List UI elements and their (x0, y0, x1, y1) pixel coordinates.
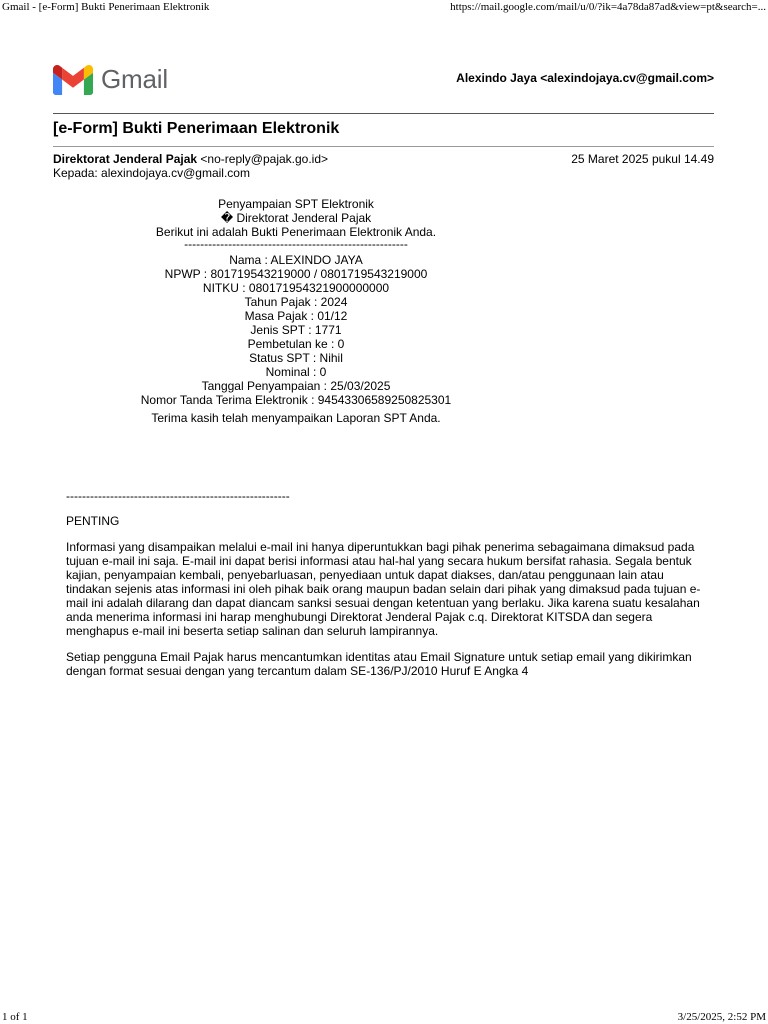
signature-notice: Setiap pengguna Email Pajak harus mencantumkan identitas atau Email Signature untuk setiap email yang dikirimkan dengan format sesuai dengan yang tercantum dalam SE-136/PJ/2010 Huruf E Angka 4 (66, 650, 692, 678)
receipt-field: Jenis SPT : 1771 (250, 323, 342, 337)
receipt-separator: -------------------------------------------------------- (184, 237, 408, 251)
receipt-title: Penyampaian SPT Elektronik (218, 197, 374, 211)
receipt-field: Tanggal Penyampaian : 25/03/2025 (201, 379, 391, 393)
account-label: Alexindo Jaya <alexindojaya.cv@gmail.com> (456, 71, 714, 85)
receipt-field: NITKU : 080171954321900000000 (202, 281, 390, 295)
receipt-field: Nomor Tanda Terima Elektronik : 94543306589250825301 (140, 393, 452, 407)
gmail-logo (53, 64, 168, 95)
print-title: Gmail - [e-Form] Bukti Penerimaan Elektronik (2, 1, 210, 13)
email-subject: [e-Form] Bukti Penerimaan Elektronik (53, 120, 340, 137)
notice-paragraph: Informasi yang disampaikan melalui e-mail ini hanya diperuntukkan bagi pihak penerima sebagaimana dimaksud pada tujuan e-mail ini saja. E-mail ini dapat berisi informasi atau hal-hal yang secara hukum bersifat rahasia. Segala bentuk kajian, penyampaian kembali, penyebarluasan, penyediaan untuk dapat diakses, dan/atau penggunaan lain atau tindakan sejenis atas informasi ini oleh pihak baik orang maupun badan selain dari pihak yang dimaksud pada tujuan e-mail ini adalah dilarang dan dapat diancam sanksi sesuai dengan ketentuan yang berlaku. Jika karena suatu kesalahan anda menerima informasi ini harap menghubungi Direktorat Jenderal Pajak c.q. Direktorat KITSDA dan segera menghapus e-mail ini beserta setiap salinan dan seluruh lampirannya. (66, 540, 701, 638)
sender (53, 152, 328, 166)
receipt-org: � Direktorat Jenderal Pajak (220, 211, 372, 225)
receipt-field: Tahun Pajak : 2024 (244, 295, 348, 309)
print-footer (0, 1011, 768, 1023)
receipt-field: Status SPT : Nihil (249, 351, 343, 365)
recipient: Kepada: alexindojaya.cv@gmail.com (53, 166, 250, 180)
page-count: 1 of 1 (2, 1011, 28, 1023)
print-header (0, 1, 768, 13)
footer-separator: -------------------------------------------------------- (66, 489, 290, 503)
header-divider (53, 113, 714, 114)
gmail-m-icon (53, 65, 93, 95)
notice-footer (66, 489, 706, 678)
sender-name: Direktorat Jenderal Pajak (53, 152, 198, 166)
sender-email: <no-reply@pajak.go.id> (200, 152, 329, 166)
notice-heading: PENTING (66, 514, 120, 528)
receipt-thanks: Terima kasih telah menyampaikan Laporan SPT Anda. (151, 411, 441, 425)
gmail-wordmark: Gmail (101, 64, 168, 94)
email-date: 25 Maret 2025 pukul 14.49 (571, 152, 714, 166)
gmail-header (53, 62, 714, 96)
email-meta (53, 152, 714, 180)
print-url: https://mail.google.com/mail/u/0/?ik=4a78da87ad&view=pt&search=... (450, 1, 766, 13)
receipt-field: Pembetulan ke : 0 (247, 337, 345, 351)
receipt-field: Nominal : 0 (265, 365, 327, 379)
receipt-field: Nama : ALEXINDO JAYA (229, 253, 363, 267)
receipt-block (66, 197, 526, 425)
receipt-field: NPWP : 801719543219000 / 0801719543219000 (164, 267, 428, 281)
receipt-intro: Berikut ini adalah Bukti Penerimaan Elektronik Anda. (155, 225, 437, 239)
receipt-field: Masa Pajak : 01/12 (244, 309, 348, 323)
print-datetime: 3/25/2025, 2:52 PM (677, 1011, 766, 1023)
subject-divider (53, 146, 714, 147)
